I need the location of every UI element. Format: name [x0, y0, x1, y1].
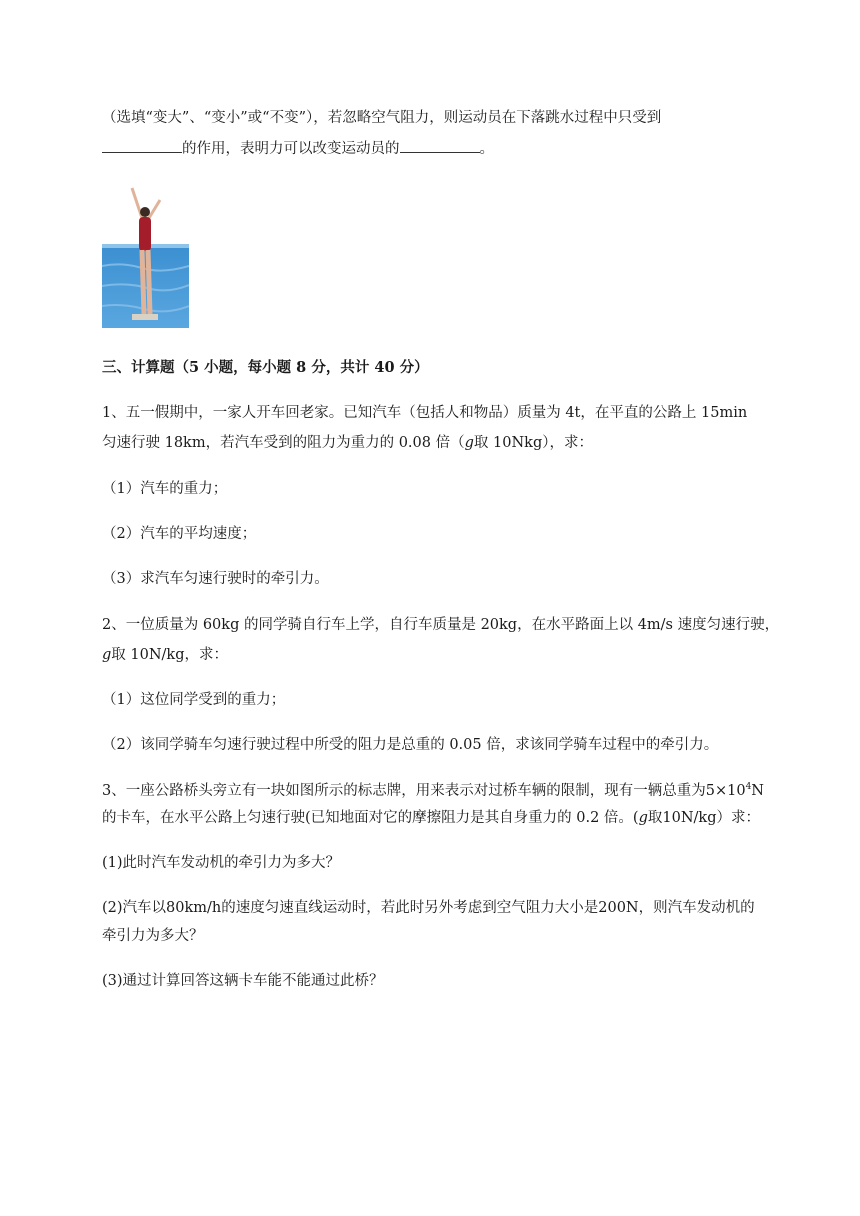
q1-line1: 1、五一假期中，一家人开车回老家。已知汽车（包括人和物品）质量为 4t，在平直的公路上 15min: [102, 405, 748, 421]
q3-sub2-line2: 牵引力为多大？: [102, 928, 204, 944]
q1-line2: 匀速行驶 18km，若汽车受到的阻力为重力的 0.08 倍（g取 10Nkg），求：: [102, 435, 593, 451]
q2-line2: g取 10N/kg，求：: [102, 647, 228, 663]
q2-sub1: （1）这位同学受到的重力；: [102, 692, 286, 708]
q3-line2: 的卡车，在水平公路上匀速行驶(已知地面对它的摩擦阻力是其自身重力的 0.2 倍。(g取10N/kg）求：: [102, 810, 760, 826]
q3-sub2-line1: (2)汽车以80km/h的速度匀速直线运动时，若此时另外考虑到空气阻力大小是200N，则汽车发动机的: [102, 900, 755, 916]
q2-line1: 2、一位质量为 60kg 的同学骑自行车上学，自行车质量是 20kg，在水平路面上以 4m/s 速度匀速行驶，: [102, 617, 780, 633]
q1-sub3: （3）求汽车匀速行驶时的牵引力。: [102, 571, 329, 587]
answer-blank-1[interactable]: [102, 138, 182, 153]
q2-sub2: （2）该同学骑车匀速行驶过程中所受的阻力是总重的 0.05 倍，求该同学骑车过程中的牵引力。: [102, 737, 719, 753]
prev-question-line1: （选填“变大”、“变小”或“不变”），若忽略空气阻力，则运动员在下落跳水过程中只受到: [102, 110, 662, 126]
prev-question-line2: 的作用，表明力可以改变运动员的 。: [102, 138, 802, 159]
q3-sub1: (1)此时汽车发动机的牵引力为多大？: [102, 855, 341, 871]
section-title: 三、计算题（5 小题，每小题 8 分，共计 40 分）: [102, 359, 429, 376]
q3-line1: 3、一座公路桥头旁立有一块如图所示的标志牌，用来表示对过桥车辆的限制，现有一辆总重为$5\times 10^4N$: [102, 782, 764, 799]
diver-photo: [102, 186, 189, 328]
q1-sub2: （2）汽车的平均速度；: [102, 526, 257, 542]
answer-blank-2[interactable]: [400, 138, 480, 153]
q1-sub1: （1）汽车的重力；: [102, 481, 228, 497]
q3-sub3: (3)通过计算回答这辆卡车能不能通过此桥？: [102, 973, 384, 989]
